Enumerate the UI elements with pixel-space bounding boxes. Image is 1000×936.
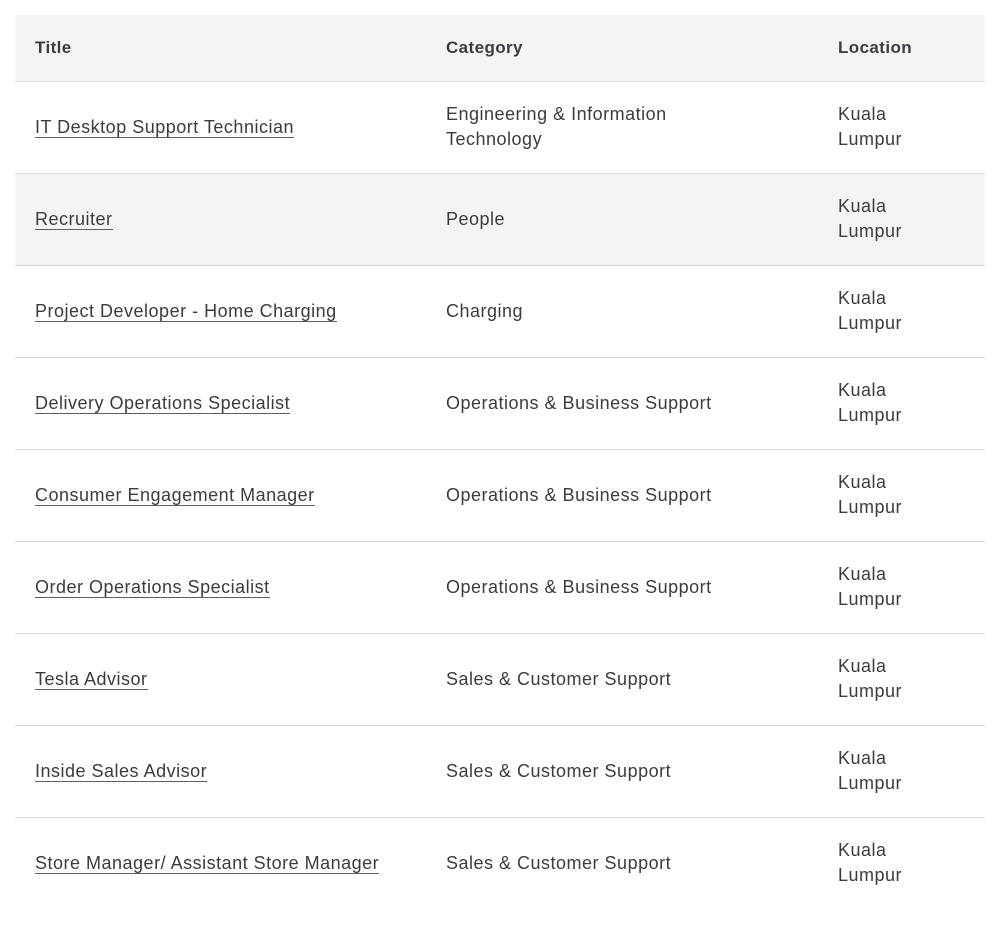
cell-category: Sales & Customer Support [446,852,672,873]
cell-location: Kuala Lumpur [838,104,903,149]
table-row [15,265,985,357]
cell-location: Kuala Lumpur [838,656,903,701]
cell-category: Operations & Business Support [446,392,712,413]
table-row [15,541,985,633]
cell-title [15,81,426,173]
column-header-category: Category [426,15,818,81]
cell-location: Kuala Lumpur [838,472,903,517]
cell-category: Operations & Business Support [446,576,712,597]
table-row [15,81,985,173]
cell-title [15,173,426,265]
cell-category: Sales & Customer Support [446,760,672,781]
cell-location: Kuala Lumpur [838,288,903,333]
job-title-link[interactable]: IT Desktop Support Technician [35,116,294,137]
job-title-link[interactable]: Store Manager/ Assistant Store Manager [35,852,380,873]
cell-title [15,265,426,357]
cell-title [15,633,426,725]
cell-title [15,357,426,449]
job-title-link[interactable]: Consumer Engagement Manager [35,484,315,505]
table-header [15,15,985,81]
cell-category: Operations & Business Support [446,484,712,505]
job-title-link[interactable]: Recruiter [35,208,113,229]
job-title-link[interactable]: Order Operations Specialist [35,576,270,597]
table-row [15,817,985,909]
table-row [15,357,985,449]
job-title-link[interactable]: Project Developer - Home Charging [35,300,337,321]
cell-location: Kuala Lumpur [838,564,903,609]
header-row [15,15,985,81]
cell-title [15,449,426,541]
table-row [15,633,985,725]
table-row [15,449,985,541]
cell-title [15,725,426,817]
job-title-link[interactable]: Tesla Advisor [35,668,148,689]
column-header-title: Title [15,15,426,81]
cell-category: People [446,208,506,229]
table-body [15,81,985,909]
job-title-link[interactable]: Delivery Operations Specialist [35,392,291,413]
cell-location: Kuala Lumpur [838,380,903,425]
table-row [15,173,985,265]
cell-location: Kuala Lumpur [838,196,903,241]
cell-category: Charging [446,300,524,321]
cell-title [15,541,426,633]
cell-title [15,817,426,909]
table-row [15,725,985,817]
job-listings-table [15,15,985,909]
column-header-location: Location [818,15,985,81]
cell-category: Sales & Customer Support [446,668,672,689]
job-title-link[interactable]: Inside Sales Advisor [35,760,208,781]
cell-category: Engineering & Information Technology [446,104,667,149]
cell-location: Kuala Lumpur [838,840,903,886]
cell-location: Kuala Lumpur [838,748,903,793]
